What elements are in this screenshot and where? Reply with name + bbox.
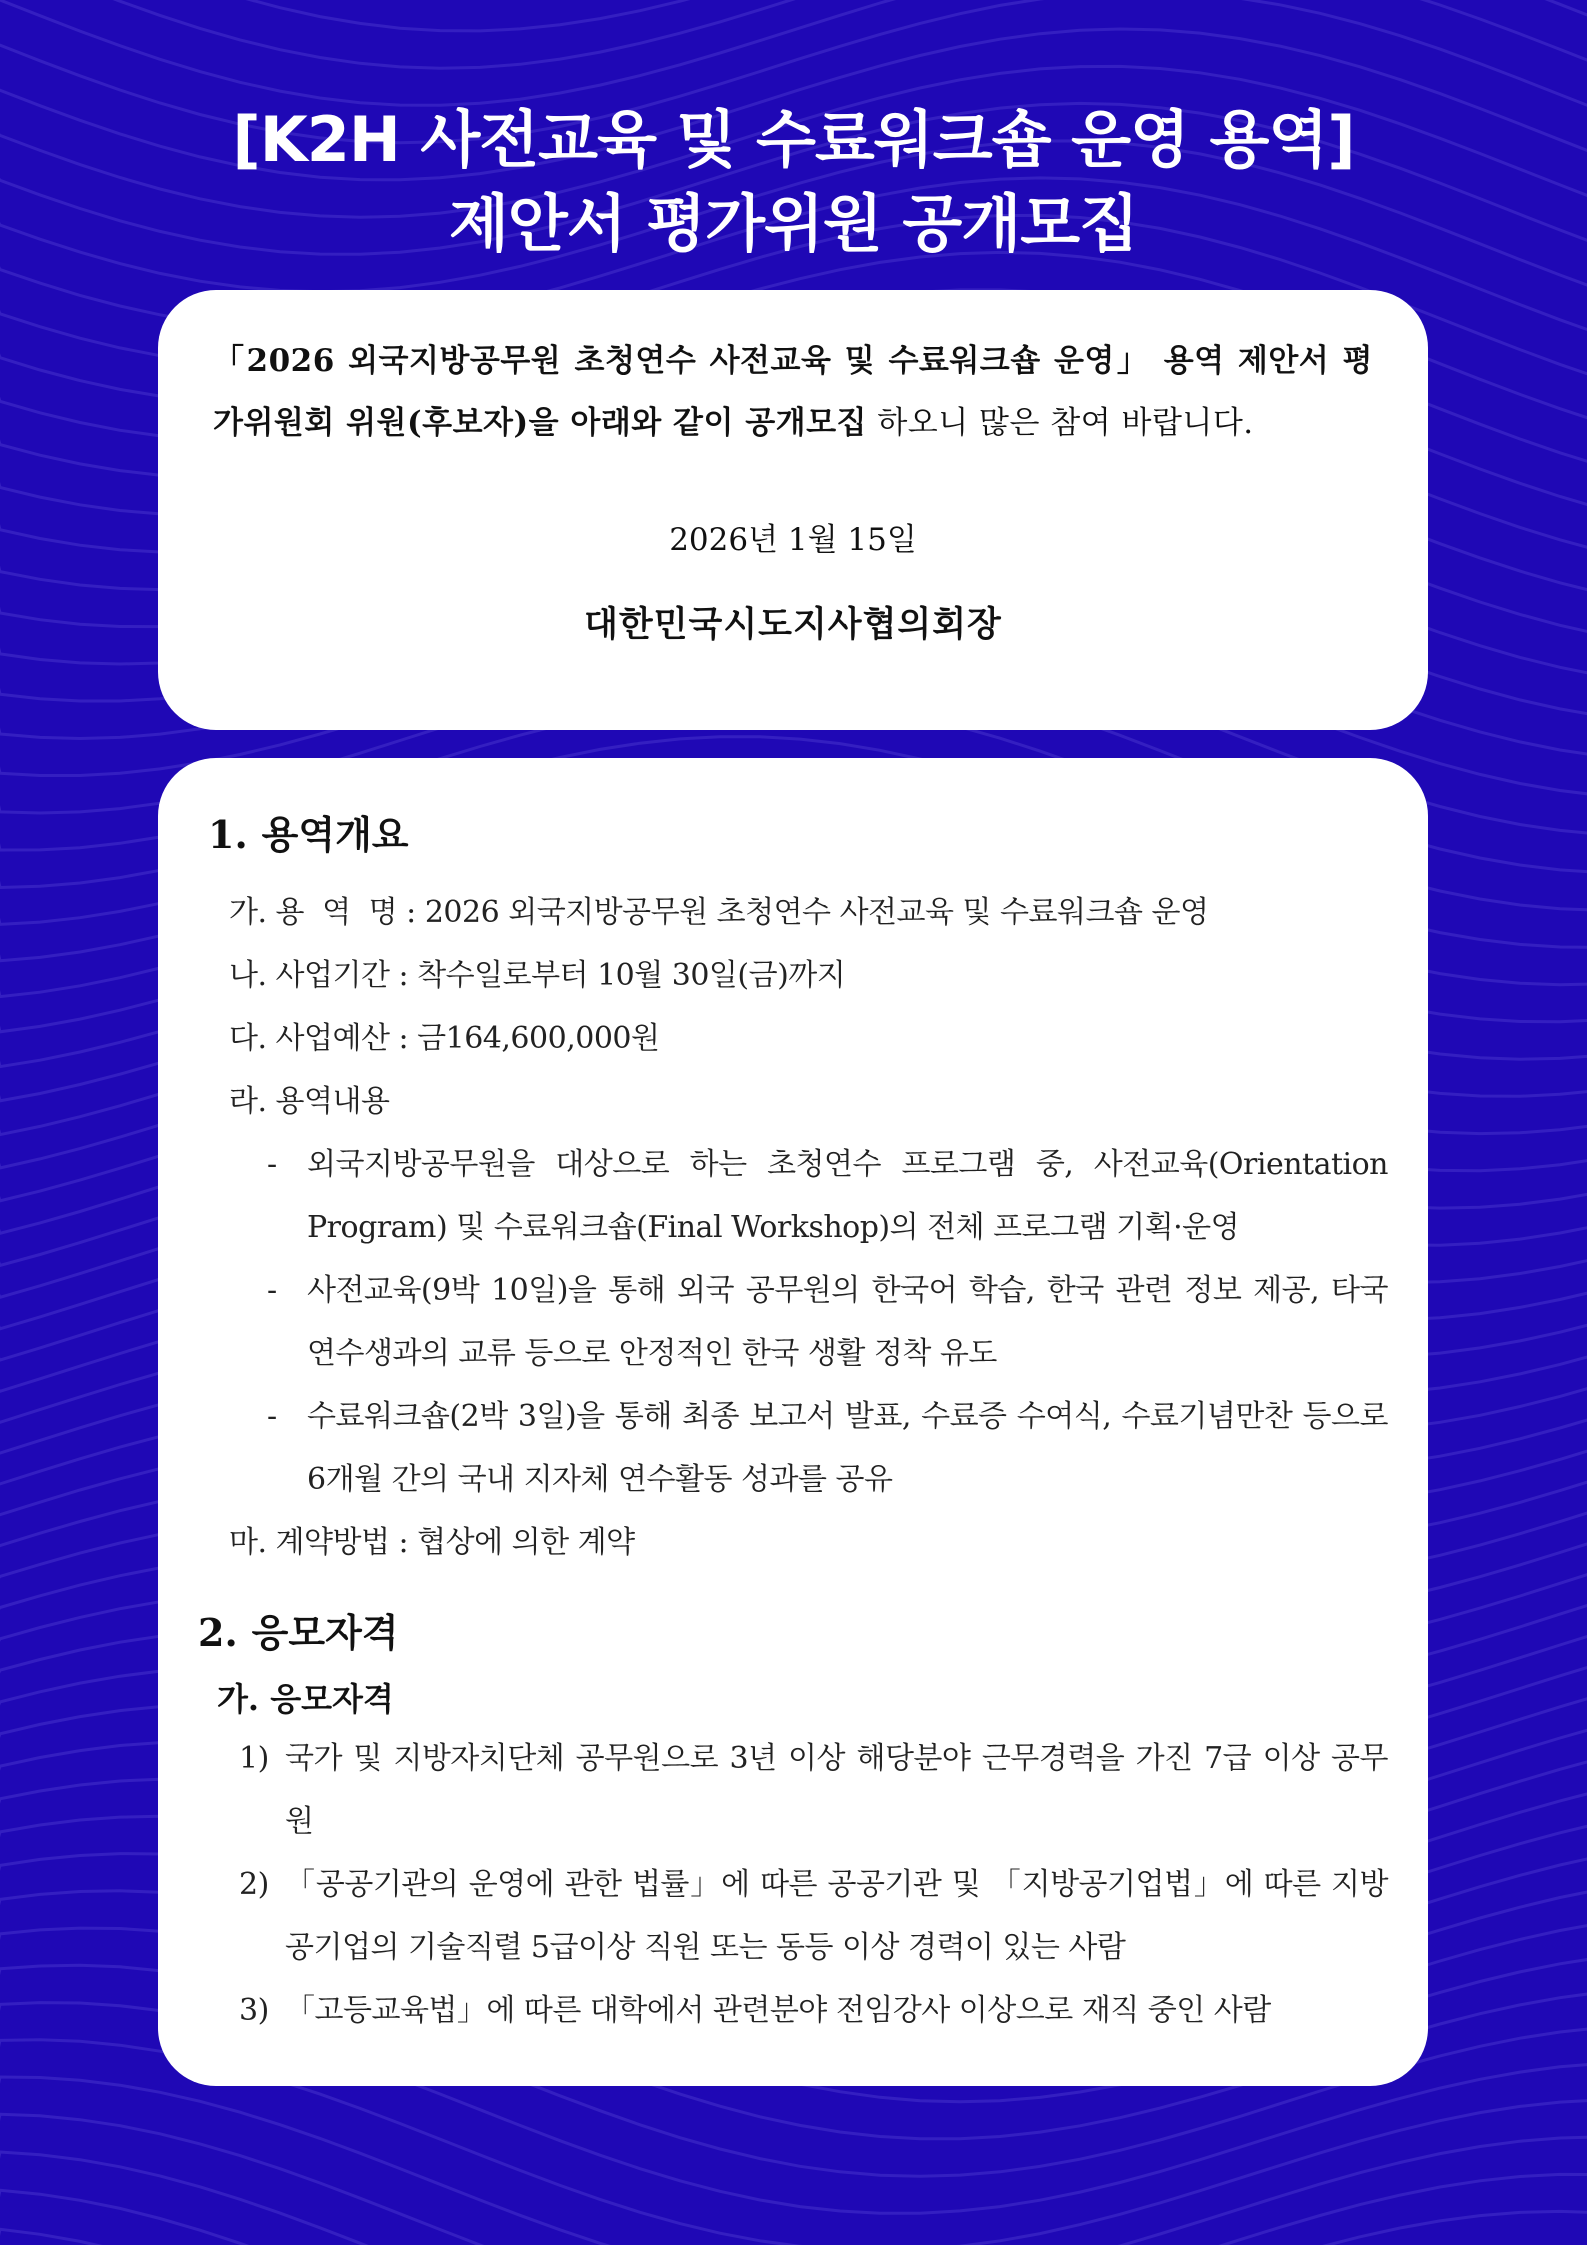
section-2-heading — [198, 1602, 1388, 1657]
wave-line — [0, 0, 1587, 31]
item-label: 나. 사업기간 : — [229, 958, 418, 993]
item-label: 라. 용역내용 — [229, 1084, 390, 1119]
wave-line — [0, 2114, 1587, 2245]
section-2-subheading: 가. 응모자격 — [217, 1680, 394, 1718]
wave-line — [0, 0, 1587, 105]
item-text: 2026 외국지방공무원 초청연수 사전교육 및 수료워크숍 운영 — [424, 895, 1209, 930]
section-1-items — [203, 881, 1388, 1574]
notice-normal-text: 하오니 많은 참여 바랍니다. — [866, 405, 1254, 441]
notice-date: 2026년 1월 15일 — [669, 522, 917, 558]
item-text: 「공공기관의 운영에 관한 법률」에 따른 공공기관 및 「지방공기업법」에 따른 지방공기업의 기술직렬 5급이상 직원 또는 동등 이상 경력이 있는 사람 — [285, 1867, 1388, 1965]
item-label: 다. 사업예산 : — [229, 1021, 418, 1056]
bullet-dash: - — [267, 1273, 277, 1308]
item-number: 3) — [239, 1993, 269, 2028]
overview-item — [203, 944, 1388, 1007]
wave-line — [0, 0, 1587, 68]
item-text: 「고등교육법」에 따른 대학에서 관련분야 전임강사 이상으로 재직 중인 사람 — [285, 1993, 1271, 2028]
page-title — [0, 98, 1587, 266]
notice-card — [158, 290, 1428, 730]
overview-item — [203, 1007, 1388, 1070]
section-2-title: 응모자격 — [251, 1611, 399, 1655]
content-bullet — [203, 1133, 1388, 1259]
item-text: 착수일로부터 10월 30일(금)까지 — [417, 958, 846, 993]
qualification-item — [203, 1979, 1388, 2042]
item-number: 1) — [239, 1741, 269, 1776]
content-bullet — [203, 1259, 1388, 1385]
notice-bold-text: 「2026 외국지방공무원 초청연수 사전교육 및 수료워크숍 운영」 용역 제안서 평가위원회 위원(후보자)을 아래와 같이 공개모집 — [213, 343, 1373, 441]
qualification-item — [203, 1853, 1388, 1979]
overview-item — [203, 1070, 1388, 1133]
details-card — [158, 758, 1428, 2086]
item-text: 협상에 의한 계약 — [417, 1525, 635, 1560]
qualification-item — [203, 1727, 1388, 1853]
item-label: 가. 용 역 명 : — [229, 895, 425, 930]
bullet-text: 사전교육(9박 10일)을 통해 외국 공무원의 한국어 학습, 한국 관련 정보 제공, 타국 연수생과의 교류 등으로 안정적인 한국 생활 정착 유도 — [307, 1273, 1388, 1371]
item-text: 국가 및 지방자치단체 공무원으로 3년 이상 해당분야 근무경력을 가진 7급 이상 공무원 — [285, 1741, 1388, 1839]
title-line-1: [K2H 사전교육 및 수료워크숍 운영 용역] — [232, 103, 1355, 176]
organization-name: 대한민국시도지사협의회장 — [584, 604, 1002, 645]
content-bullet — [203, 1385, 1388, 1511]
item-label: 마. 계약방법 : — [229, 1525, 418, 1560]
title-line-2: 제안서 평가위원 공개모집 — [449, 187, 1138, 260]
bullet-dash: - — [267, 1399, 277, 1434]
section-2-items — [203, 1727, 1388, 2042]
bullet-dash: - — [267, 1147, 277, 1182]
section-1-title: 용역개요 — [261, 813, 409, 857]
section-1-heading — [208, 804, 1388, 859]
overview-item — [203, 881, 1388, 944]
section-1-number: 1. — [208, 812, 248, 857]
bullet-text: 외국지방공무원을 대상으로 하는 초청연수 프로그램 중, 사전교육(Orientation Program) 및 수료워크숍(Final Workshop)의 전체 프로그램 기획·운영 — [307, 1147, 1388, 1245]
item-text: 금164,600,000원 — [417, 1021, 660, 1056]
notice-text — [213, 330, 1373, 454]
section-2-number: 2. — [198, 1610, 238, 1655]
overview-item — [203, 1511, 1388, 1574]
bullet-text: 수료워크숍(2박 3일)을 통해 최종 보고서 발표, 수료증 수여식, 수료기념만찬 등으로 6개월 간의 국내 지자체 연수활동 성과를 공유 — [307, 1399, 1388, 1497]
wave-line — [0, 2077, 1587, 2245]
item-number: 2) — [239, 1867, 269, 1902]
